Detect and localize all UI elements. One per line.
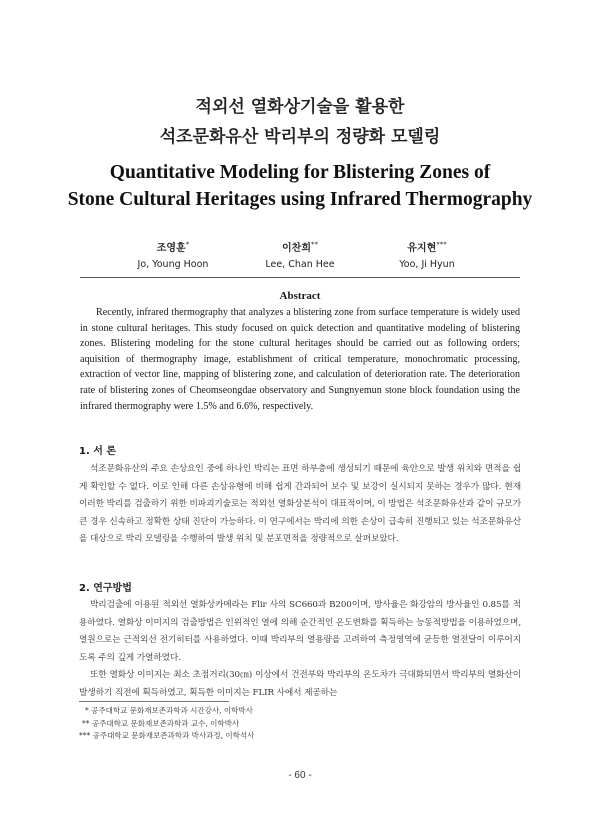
- abstract-text: Recently, infrared thermography that analyzes a blistering zone from surface temperature is widely used in stone cultural heritages. This study focused on quick detection and quantitative modeling of blistering zones. Blistering modeling for the stone cultural heritages should be carried out as following orders; aquisition of thermography image, establishment of critical temperature, monochromatic processing, extraction of vector line, mapping of blistering zone, and calculation of deterioration rate. The deterioration rate of blistering zones of Cheomseongdae observatory and Sungnyemun stone block foundation using the infrared thermography were 1.5% and 6.6%, respectively.: [80, 307, 520, 412]
- english-title-line-1: Quantitative Modeling for Blistering Zones of: [109, 162, 491, 183]
- section-2-paragraph-2: 또한 열화상 이미지는 최소 초점거리(30㎝) 이상에서 건전부와 박리부의 온도차가 극대화되면서 박리부의 열화산이 발생하기 직전에 획득하였고, 획득한 이미지는 FLIR 사에서 제공하는: [79, 670, 521, 698]
- footnote-2: ** 공주대학교 문화재보존과학과 교수, 이학박사: [82, 718, 240, 728]
- footnote-1: * 공주대학교 문화재보존과학과 시간강사, 이학박사: [85, 706, 253, 715]
- page-number: - 60 -: [288, 770, 312, 781]
- section-1-body: [79, 461, 521, 549]
- author-2-name-en: Lee, Chan Hee: [265, 259, 335, 270]
- author-3: [342, 239, 512, 270]
- english-title-line-2: Stone Cultural Heritages using Infrared Thermography: [67, 189, 533, 210]
- section-2-body: [79, 597, 521, 702]
- title-divider: [80, 277, 520, 278]
- author-1-name-ko: 조영훈*: [156, 240, 190, 254]
- footnotes: [79, 705, 499, 743]
- section-2-heading: 2. 연구방법: [79, 583, 132, 594]
- footnote-3: *** 공주대학교 문화재보존과학과 박사과정, 이학석사: [79, 731, 255, 740]
- korean-title-line-1: 적외선 열화상기술을 활용한: [195, 97, 405, 117]
- abstract-heading: Abstract: [279, 290, 321, 302]
- section-1-heading: 1. 서 론: [79, 446, 117, 457]
- author-2-name-ko: 이찬희**: [282, 240, 318, 254]
- author-1-name-en: Jo, Young Hoon: [137, 259, 209, 270]
- section-1-paragraph: 석조문화유산의 주요 손상요인 중에 하나인 박리는 표면 하부층에 생성되기 때문에 육안으로 발생 위치와 면적을 쉽게 확인할 수 없다. 이로 인해 다른 손상유형에 비해 쉽게 간과되어 보수 및 보강이 실시되지 못하는 경우가 많다. 현재 이러한 박리를 검출하기 위한 비파괴기술로는 적외선 열화상분석이 대표적이며, 이 방법은 석조문화유산과 같이 규모가 큰 경우 신속하고 정확한 상태 진단이 가능하다. 이 연구에서는 박리에 의한 손상이 급속히 진행되고 있는 석조문화유산을 대상으로 박리 모델링을 수행하여 발생 위치 및 분포면적을 정량적으로 살펴보았다.: [79, 464, 521, 544]
- footnote-divider: [79, 701, 229, 702]
- author-3-name-en: Yoo, Ji Hyun: [399, 259, 455, 270]
- author-3-name-ko: 유지현***: [407, 240, 447, 254]
- korean-title-line-2: 석조문화유산 박리부의 정량화 모델링: [159, 127, 441, 147]
- section-2-paragraph-1: 박리검출에 이용된 적외선 열화상카메라는 Flir 사의 SC660과 B200이며, 방사율은 화강암의 방사율인 0.85를 적용하였다. 열화상 이미지의 검출방법은 인위적인 열에 의해 순간적인 온도변화를 획득하는 능동적방법을 이용하였으며, 열원으로는 근적외선 전기히터를 사용하였다. 이때 박리부의 열용량을 고려하여 측정영역에 균등한 열전달이 이루어지도록 주의 깊게 가열하였다.: [79, 600, 521, 663]
